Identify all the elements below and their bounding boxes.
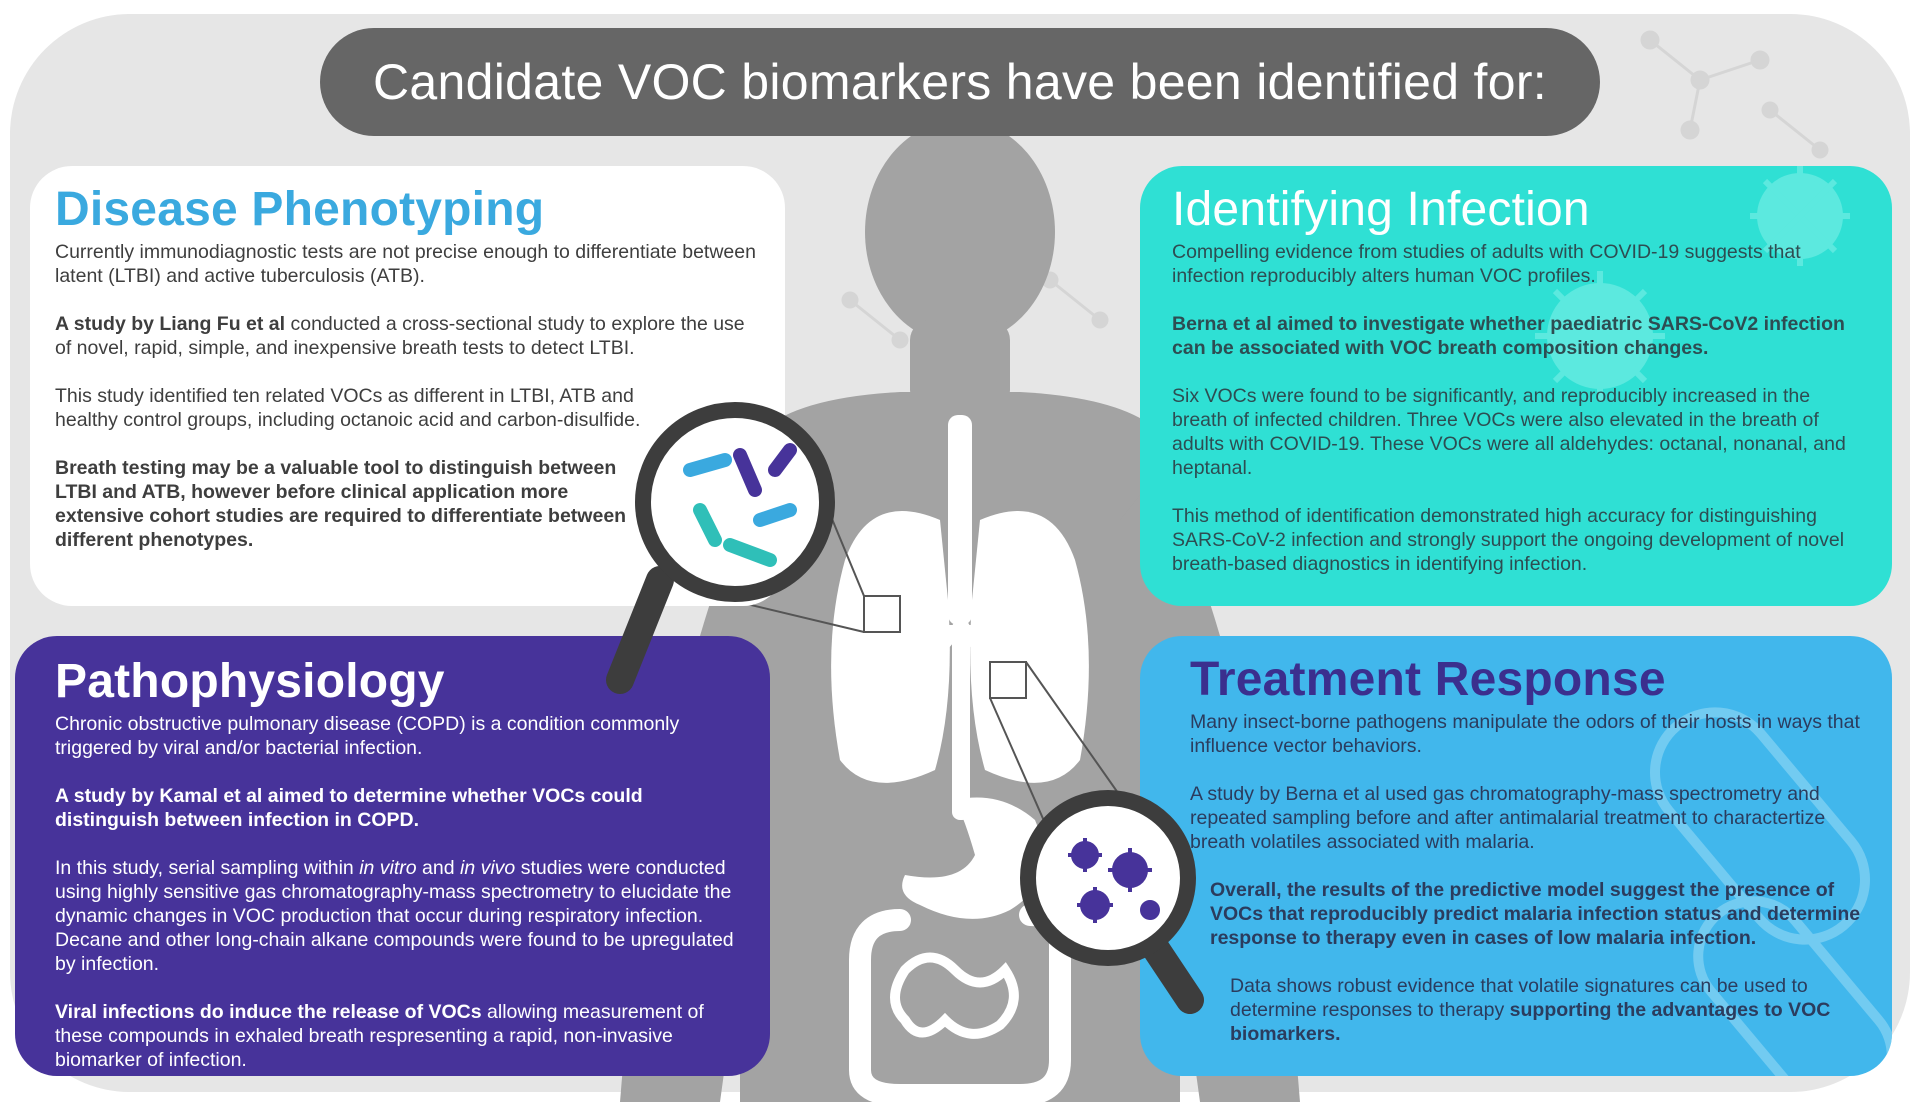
pp-paragraph-3-c: studies were conducted using highly sensitive gas chromatography-mass spectrometry to elucidate the dynamic changes in VOC production that occur during respiratory infection. Decane and other long-chain alkane compounds were found to be upregulated by infection. [55,857,734,975]
card-pathophysiology [15,636,770,1076]
pp-paragraph-3-italic-2: in vivo [460,857,516,879]
tr-paragraph-1: Many insect-borne pathogens manipulate the odors of their hosts in ways that influence vector behaviors. [1190,711,1860,757]
ii-paragraph-3: Six VOCs were found to be significantly, and reproducibly increased in the breath of infected children. Three VOCs were also elevated in the breath of adults with COVID-19. These VOCs were all aldehydes: octanal, nonanal, and heptanal. [1172,385,1846,479]
pp-paragraph-4-rest: allowing measurement of these compounds in exhaled breath respresenting a rapid, non-invasive biomarker of infection. [55,1001,704,1071]
pp-paragraph-3-b: and [416,857,460,879]
pp-paragraph-4 [55,1000,742,1072]
dp-paragraph-2-bold: A study by Liang Fu et al [55,313,286,335]
trachea-icon [948,415,972,625]
pp-paragraph-3-a: In this study, serial sampling within [55,857,360,879]
tr-paragraph-4-bold: supporting the advantages to VOC biomarkers. [1230,999,1831,1045]
heading-identifying-infection: Identifying Infection [1172,183,1590,236]
pp-paragraph-3 [55,856,742,976]
title-bar [320,28,1600,136]
dp-paragraph-2 [55,312,760,360]
pp-paragraph-3-italic-1: in vitro [359,857,417,879]
card-identifying-infection [1140,166,1892,606]
tr-paragraph-2: A study by Berna et al used gas chromatography-mass spectrometry and repeated sampling before and after antimalarial treatment to charactertize breath volatiles associated with malaria. [1190,783,1826,853]
pp-paragraph-1: Chronic obstructive pulmonary disease (COPD) is a condition commonly triggered by viral and/or bacterial infection. [55,713,680,759]
heading-treatment-response: Treatment Response [1190,653,1666,706]
tr-paragraph-4 [1230,974,1867,1046]
dp-paragraph-2-rest: conducted a cross-sectional study to explore the use of novel, rapid, simple, and inexpensive breath tests to detect LTBI. [55,313,745,359]
dp-paragraph-4: Breath testing may be a valuable tool to distinguish between LTBI and ATB, however before clinical application more extensive cohort studies are required to differentiate between different phenotypes. [55,457,627,551]
tr-paragraph-3: Overall, the results of the predictive model suggest the presence of VOCs that reproducibly predict malaria infection status and determine response to therapy even in cases of low malaria infection. [1210,879,1861,949]
pp-paragraph-2: A study by Kamal et al aimed to determine whether VOCs could distinguish between infection in COPD. [55,785,643,831]
ii-paragraph-4: This method of identification demonstrated high accuracy for distinguishing SARS-CoV-2 infection and strongly support the ongoing development of novel breath-based diagnostics in identifying infection. [1172,505,1845,575]
heading-pathophysiology: Pathophysiology [55,655,445,708]
card-treatment-response [1140,636,1892,1076]
tr-paragraph-4-rest: Data shows robust evidence that volatile signatures can be used to determine responses to therapy [1230,975,1808,1021]
dp-paragraph-1: Currently immunodiagnostic tests are not precise enough to differentiate between latent (LTBI) and active tuberculosis (ATB). [55,241,756,287]
ii-paragraph-2: Berna et al aimed to investigate whether paediatric SARS-CoV2 infection can be associated with VOC breath composition changes. [1172,313,1845,359]
ii-paragraph-1: Compelling evidence from studies of adults with COVID-19 suggests that infection reproducibly alters human VOC profiles. [1172,241,1801,287]
pp-paragraph-4-bold: Viral infections do induce the release of VOCs [55,1001,482,1023]
dp-paragraph-3: This study identified ten related VOCs as different in LTBI, ATB and healthy control groups, including octanoic acid and carbon-disulfide. [55,385,641,431]
heading-disease-phenotyping: Disease Phenotyping [55,183,545,236]
card-disease-phenotyping [30,166,785,606]
page-title: Candidate VOC biomarkers have been identified for: [373,54,1547,110]
